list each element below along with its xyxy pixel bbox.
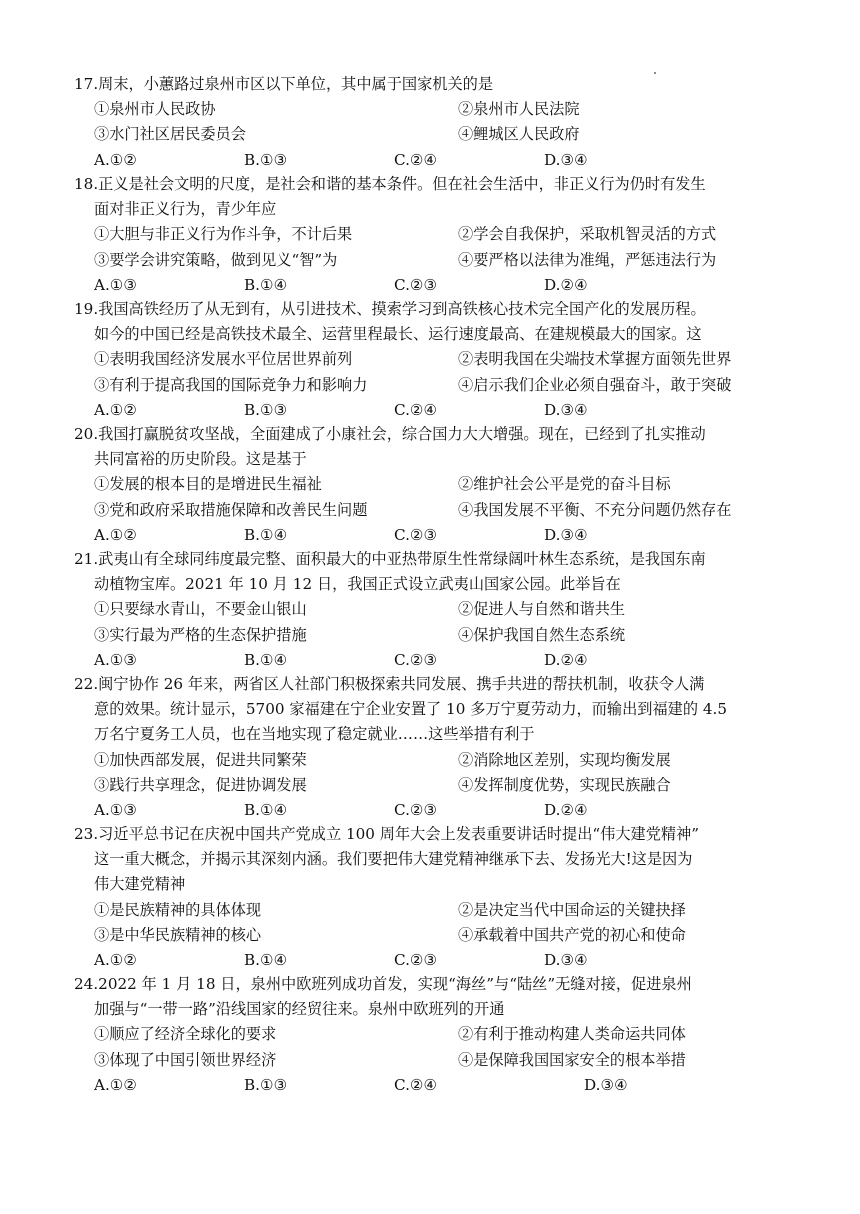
option-4: ④保护我国自然生态系统 — [458, 625, 626, 644]
answer-d: D.②④ — [544, 650, 588, 669]
answer-c: C.②④ — [394, 400, 438, 419]
option-1: ①是民族精神的具体体现 — [94, 900, 262, 919]
answer-a: A.①② — [94, 525, 138, 544]
option-3: ③党和政府采取措施保障和改善民生问题 — [94, 500, 368, 519]
question-20 — [74, 422, 794, 548]
option-row — [74, 373, 794, 398]
option-3: ③践行共享理念，促进协调发展 — [94, 775, 307, 794]
question-stem: 19.我国高铁经历了从无到有，从引进技术、摸索学习到高铁核心技术完全国产化的发展历程。 — [74, 300, 706, 318]
option-row — [74, 748, 794, 773]
answer-row — [74, 148, 794, 173]
question-stem: 18.正义是社会文明的尺度，是社会和谐的基本条件。但在社会生活中，非正义行为仍时有发生 — [74, 175, 706, 193]
option-4: ④要严格以法律为准绳，严惩违法行为 — [458, 250, 717, 269]
answer-d: D.③④ — [544, 951, 588, 970]
question-22 — [74, 672, 794, 823]
answer-a: A.①② — [94, 400, 138, 419]
answer-b: B.①④ — [244, 525, 288, 544]
option-1: ①发展的根本目的是增进民生福祉 — [94, 475, 322, 494]
option-2: ②泉州市人民法院 — [458, 100, 580, 119]
option-3: ③水门社区居民委员会 — [94, 125, 246, 144]
answer-c: C.②③ — [394, 801, 438, 820]
answer-a: A.①② — [94, 951, 138, 970]
question-18 — [74, 172, 794, 298]
answer-d: D.③④ — [544, 525, 588, 544]
question-stem: 23.习近平总书记在庆祝中国共产党成立 100 周年大会上发表重要讲话时提出“伟大建党精神” — [74, 825, 700, 843]
answer-c: C.②③ — [394, 650, 438, 669]
answer-b: B.①④ — [244, 275, 288, 294]
question-24 — [74, 972, 794, 1098]
option-3: ③是中华民族精神的核心 — [94, 925, 262, 944]
answer-b: B.①④ — [244, 951, 288, 970]
answer-row — [74, 273, 794, 298]
answer-row — [74, 398, 794, 423]
option-row — [74, 597, 794, 622]
question-stem-cont: 这一重大概念，并揭示其深刻内涵。我们要把伟大建党精神继承下去、发扬光大!这是因为 — [94, 850, 693, 869]
answer-d: D.③④ — [544, 150, 588, 169]
option-4: ④承载着中国共产党的初心和使命 — [458, 925, 686, 944]
answer-b: B.①③ — [244, 400, 288, 419]
question-stem-cont: 如今的中国已经是高铁技术最全、运营里程最长、运行速度最高、在建规模最大的国家。这 — [94, 325, 702, 344]
option-3: ③有利于提高我国的国际竞争力和影响力 — [94, 375, 368, 394]
option-2: ②表明我国在尖端技术掌握方面领先世界 — [458, 350, 732, 369]
answer-row — [74, 648, 794, 673]
option-row — [74, 1048, 794, 1073]
option-1: ①泉州市人民政协 — [94, 100, 216, 119]
answer-d: D.②④ — [544, 275, 588, 294]
option-2: ②维护社会公平是党的奋斗目标 — [458, 475, 671, 494]
answer-b: B.①③ — [244, 150, 288, 169]
answer-c: C.②④ — [394, 1075, 438, 1094]
option-4: ④我国发展不平衡、不充分问题仍然存在 — [458, 500, 732, 519]
option-row — [74, 472, 794, 497]
question-23 — [74, 822, 794, 973]
question-stem: 24.2022 年 1 月 18 日，泉州中欧班列成功首发，实现“海丝”与“陆丝”无缝对接，促进泉州 — [74, 975, 692, 993]
question-stem-cont: 意的效果。统计显示，5700 家福建在宁企业安置了 10 多万宁夏劳动力，而输出到福建的 4.5 — [94, 700, 728, 719]
answer-a: A.①③ — [94, 650, 138, 669]
option-2: ②有利于推动构建人类命运共同体 — [458, 1025, 686, 1044]
answer-b: B.①④ — [244, 650, 288, 669]
option-3: ③实行最为严格的生态保护措施 — [94, 625, 307, 644]
option-row — [74, 347, 794, 372]
question-stem: 21.武夷山有全球同纬度最完整、面积最大的中亚热带原生性常绿阔叶林生态系统，是我国东南 — [74, 550, 706, 568]
answer-c: C.②④ — [394, 150, 438, 169]
option-row — [74, 97, 794, 122]
question-stem-cont: 伟大建党精神 — [94, 875, 186, 894]
option-3: ③要学会讲究策略，做到见义“智”为 — [94, 250, 338, 269]
option-row — [74, 498, 794, 523]
option-row — [74, 122, 794, 147]
answer-d: D.③④ — [544, 400, 588, 419]
option-2: ②促进人与自然和谐共生 — [458, 600, 626, 619]
option-1: ①表明我国经济发展水平位居世界前列 — [94, 350, 353, 369]
answer-c: C.②③ — [394, 951, 438, 970]
question-stem: 22.闽宁协作 26 年来，两省区人社部门积极探索共同发展、携手共进的帮扶机制，收获令人满 — [74, 675, 705, 693]
option-1: ①大胆与非正义行为作斗争，不计后果 — [94, 225, 353, 244]
option-row — [74, 623, 794, 648]
option-4: ④鲤城区人民政府 — [458, 125, 580, 144]
answer-a: A.①② — [94, 150, 138, 169]
option-4: ④启示我们企业必须自强奋斗，敢于突破 — [458, 375, 732, 394]
answer-a: A.①③ — [94, 801, 138, 820]
answer-d: D.②④ — [544, 801, 588, 820]
answer-row — [74, 948, 794, 973]
question-stem: 20.我国打赢脱贫攻坚战，全面建成了小康社会，综合国力大大增强。现在，已经到了扎实推动 — [74, 425, 706, 443]
option-4: ④是保障我国国家安全的根本举措 — [458, 1050, 686, 1069]
question-stem-cont: 面对非正义行为，青少年应 — [94, 200, 277, 219]
option-2: ②消除地区差别，实现均衡发展 — [458, 750, 671, 769]
answer-c: C.②③ — [394, 275, 438, 294]
option-2: ②是决定当代中国命运的关键抉择 — [458, 900, 686, 919]
answer-row — [74, 1073, 794, 1098]
option-1: ①只要绿水青山，不要金山银山 — [94, 600, 307, 619]
option-2: ②学会自我保护，采取机智灵活的方式 — [458, 225, 717, 244]
option-3: ③体现了中国引领世界经济 — [94, 1050, 277, 1069]
option-row — [74, 1022, 794, 1047]
answer-b: B.①④ — [244, 801, 288, 820]
answer-row — [74, 523, 794, 548]
answer-d: D.③④ — [584, 1075, 628, 1094]
question-stem-cont: 共同富裕的历史阶段。这是基于 — [94, 450, 307, 469]
option-row — [74, 222, 794, 247]
answer-row — [74, 798, 794, 823]
option-row — [74, 898, 794, 923]
answer-a: A.①③ — [94, 275, 138, 294]
question-19 — [74, 297, 794, 423]
question-21 — [74, 547, 794, 673]
option-row — [74, 923, 794, 948]
answer-b: B.①③ — [244, 1075, 288, 1094]
option-row — [74, 248, 794, 273]
option-1: ①加快西部发展，促进共同繁荣 — [94, 750, 307, 769]
question-17 — [74, 72, 794, 173]
option-1: ①顺应了经济全球化的要求 — [94, 1025, 277, 1044]
answer-a: A.①② — [94, 1075, 138, 1094]
option-4: ④发挥制度优势，实现民族融合 — [458, 775, 671, 794]
question-stem: 17.周末，小蕙路过泉州市区以下单位，其中属于国家机关的是 — [74, 75, 494, 93]
answer-c: C.②③ — [394, 525, 438, 544]
question-stem-cont: 万名宁夏务工人员，也在当地实现了稳定就业……这些举措有利于 — [94, 725, 535, 744]
question-stem-cont: 动植物宝库。2021 年 10 月 12 日，我国正式设立武夷山国家公园。此举旨在 — [94, 575, 621, 594]
option-row — [74, 773, 794, 798]
question-stem-cont: 加强与“一带一路”沿线国家的经贸往来。泉州中欧班列的开通 — [94, 1000, 505, 1019]
